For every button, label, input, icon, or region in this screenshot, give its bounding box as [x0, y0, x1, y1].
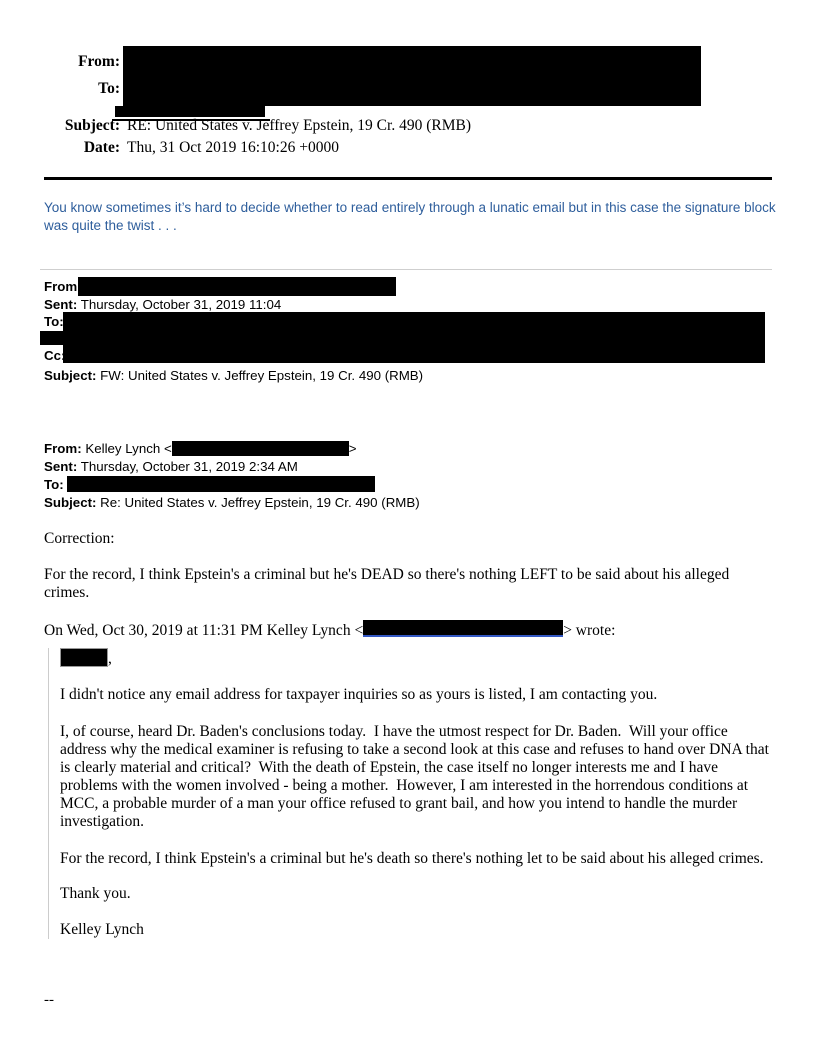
header-divider-rule — [44, 177, 772, 180]
quote-intro-line — [44, 620, 774, 640]
signature-separator: -- — [44, 992, 54, 1008]
correction-line: Correction: — [44, 530, 115, 547]
fwd-to-label: To: — [44, 314, 64, 329]
fwd-sent-value: Thursday, October 31, 2019 11:04 — [77, 297, 282, 312]
quote-intro-post: > wrote: — [563, 622, 616, 640]
orig-sent-row — [44, 458, 298, 475]
date-label: Date: — [83, 139, 120, 156]
quoted-message — [48, 648, 774, 939]
orig-subject-label: Subject: — [44, 495, 97, 510]
orig-sent-label: Sent: — [44, 459, 78, 474]
redaction-quoted-email-link — [363, 620, 563, 637]
quote-salutation-suffix: , — [108, 650, 112, 668]
subject-value: RE: United States v. Jeffrey Epstein, 19 Cr. 490 (RMB) — [127, 117, 471, 134]
redaction-orig-to — [67, 476, 375, 492]
date-value: Thu, 31 Oct 2019 16:10:26 +0000 — [127, 139, 339, 156]
quote-salutation — [60, 648, 774, 668]
fwd-subject-label: Subject: — [44, 368, 97, 383]
redaction-from-to — [123, 46, 701, 106]
orig-from-label: From: — [44, 441, 82, 456]
quote-paragraph-4: Thank you. — [60, 885, 131, 903]
quote-paragraph-2: I, of course, heard Dr. Baden's conclusions today. I have the utmost respect for Dr. Baden. Will your office address why the medical examiner is refusing to take a second look at this case and refuses to hand over DNA that is clearly material and critical? With the death of Epstein, the case itself no longer interests me and I have problems with the women involved - being a mother. However, I am interested in the horrendous conditions at MCC, a probable murder of a man your office refused to grant bail, and how you intend to handle the murder investigation. — [60, 722, 773, 831]
quote-paragraph-1: I didn't notice any email address for taxpayer inquiries so as yours is listed, I am contacting you. — [60, 686, 658, 704]
quote-paragraph-5: Kelley Lynch — [60, 921, 144, 939]
orig-from-value: Kelley Lynch < — [81, 441, 172, 456]
body-paragraph-1: For the record, I think Epstein's a criminal but he's DEAD so there's nothing LEFT to be said about his alleged crimes. — [44, 566, 734, 602]
fwd-subject-row — [44, 367, 423, 384]
orig-to-label: To: — [44, 477, 64, 492]
orig-to-row — [44, 476, 375, 493]
redaction-salutation-name — [60, 648, 108, 667]
fwd-cc-label: Cc: — [44, 348, 66, 363]
redaction-fwd-to-stub — [40, 331, 65, 345]
fwd-sent-label: Sent: — [44, 297, 78, 312]
quote-intro-pre: On Wed, Oct 30, 2019 at 11:31 PM Kelley Lynch < — [44, 622, 364, 640]
section-divider-rule — [40, 269, 772, 270]
orig-subject-value: Re: United States v. Jeffrey Epstein, 19 Cr. 490 (RMB) — [96, 495, 420, 510]
orig-sent-value: Thursday, October 31, 2019 2:34 AM — [77, 459, 298, 474]
commentary-text: You know sometimes it’s hard to decide whether to read entirely through a lunatic email but in this case the signature block was quite the twist . . . — [44, 200, 776, 233]
to-label: To: — [98, 80, 120, 97]
quote-paragraph-3: For the record, I think Epstein's a criminal but he's death so there's nothing let to be said about his alleged crimes. — [60, 850, 764, 868]
redaction-fwd-to-cc — [63, 312, 765, 363]
message-body — [44, 530, 774, 939]
orig-subject-row — [44, 494, 420, 511]
fwd-from-label: From — [44, 279, 78, 294]
from-label: From: — [78, 53, 120, 70]
orig-from-row — [44, 440, 357, 457]
subject-label: Subject: — [64, 117, 120, 134]
orig-from-close: > — [348, 441, 357, 456]
redaction-fwd-from — [78, 277, 396, 296]
redaction-orig-from-email — [172, 441, 349, 456]
fwd-sent-row — [44, 296, 281, 313]
fwd-subject-value: FW: United States v. Jeffrey Epstein, 19 Cr. 490 (RMB) — [96, 368, 424, 383]
